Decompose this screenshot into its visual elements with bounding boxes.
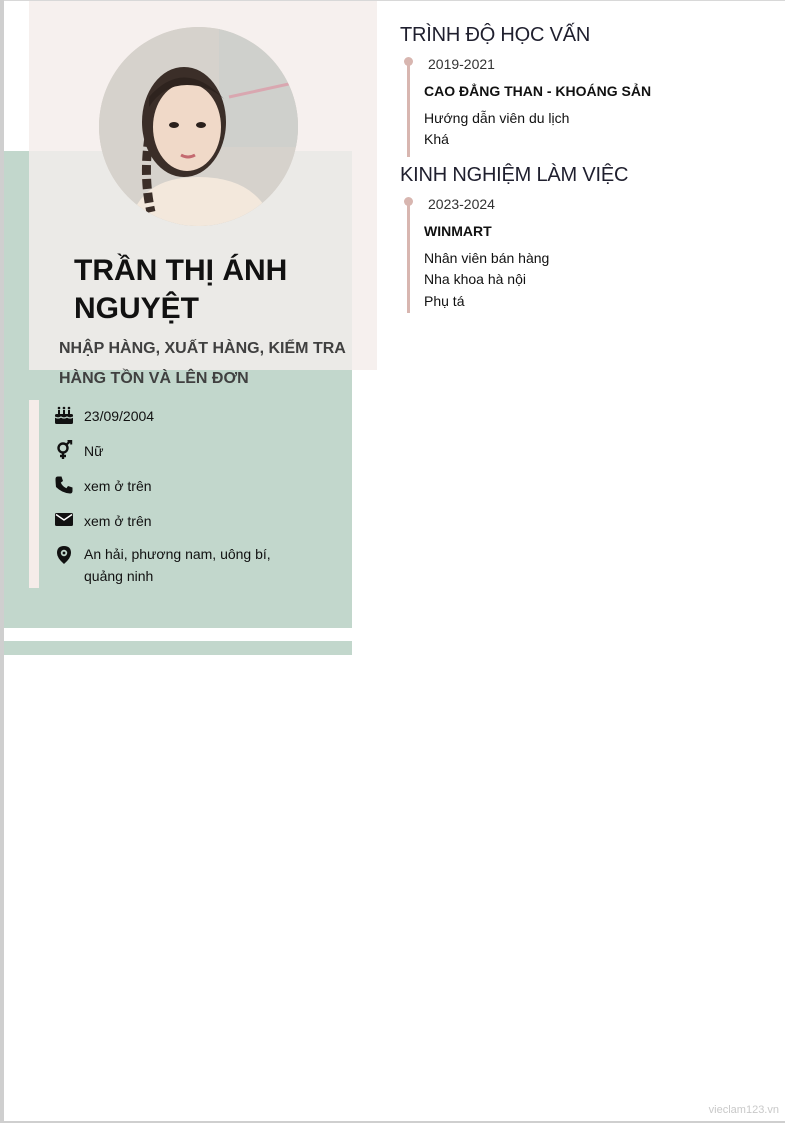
sidebar-strip bbox=[4, 641, 352, 655]
address-value bbox=[84, 543, 294, 587]
avatar bbox=[99, 27, 298, 226]
address-line-1: An hải, phương nam, uông bí, bbox=[84, 546, 271, 562]
education-major: Hướng dẫn viên du lịch bbox=[424, 110, 570, 126]
contact-accent-bar bbox=[29, 400, 39, 588]
experience-company: WINMART bbox=[424, 223, 492, 239]
gender-value: Nữ bbox=[84, 443, 104, 459]
experience-period: 2023-2024 bbox=[428, 196, 495, 212]
birthday-value: 23/09/2004 bbox=[84, 408, 155, 424]
name-line-2: NGUYỆT bbox=[74, 292, 200, 325]
education-grade: Khá bbox=[424, 131, 449, 147]
experience-timeline-dot bbox=[404, 197, 413, 206]
headline-line-2: HÀNG TỒN VÀ LÊN ĐƠN bbox=[59, 370, 249, 387]
experience-item: Nha khoa hà nội bbox=[424, 271, 526, 287]
mail-icon bbox=[54, 510, 74, 530]
location-icon bbox=[54, 545, 74, 565]
job-headline bbox=[59, 334, 351, 394]
avatar-photo bbox=[99, 27, 298, 226]
name-line-1: TRẦN THỊ ÁNH bbox=[74, 254, 288, 287]
experience-heading: KINH NGHIỆM LÀM VIỆC bbox=[400, 164, 629, 186]
cake-icon bbox=[54, 405, 74, 425]
education-timeline-dot bbox=[404, 57, 413, 66]
headline-line-1: NHẬP HÀNG, XUẤT HÀNG, KIỂM TRA bbox=[59, 340, 346, 357]
education-period: 2019-2021 bbox=[428, 56, 495, 72]
address-line-2: quảng ninh bbox=[84, 568, 154, 584]
candidate-name bbox=[74, 252, 334, 328]
experience-item: Nhân viên bán hàng bbox=[424, 250, 550, 266]
education-school: CAO ĐẲNG THAN - KHOÁNG SẢN bbox=[424, 83, 652, 99]
education-heading: TRÌNH ĐỘ HỌC VẤN bbox=[400, 24, 591, 46]
education-timeline bbox=[407, 60, 410, 157]
email-value: xem ở trên bbox=[84, 513, 152, 529]
experience-item: Phụ tá bbox=[424, 293, 465, 309]
phone-value: xem ở trên bbox=[84, 478, 152, 494]
phone-icon bbox=[54, 475, 74, 495]
experience-timeline bbox=[407, 200, 410, 313]
gender-icon bbox=[54, 440, 74, 460]
site-watermark: vieclam123.vn bbox=[708, 1104, 779, 1116]
